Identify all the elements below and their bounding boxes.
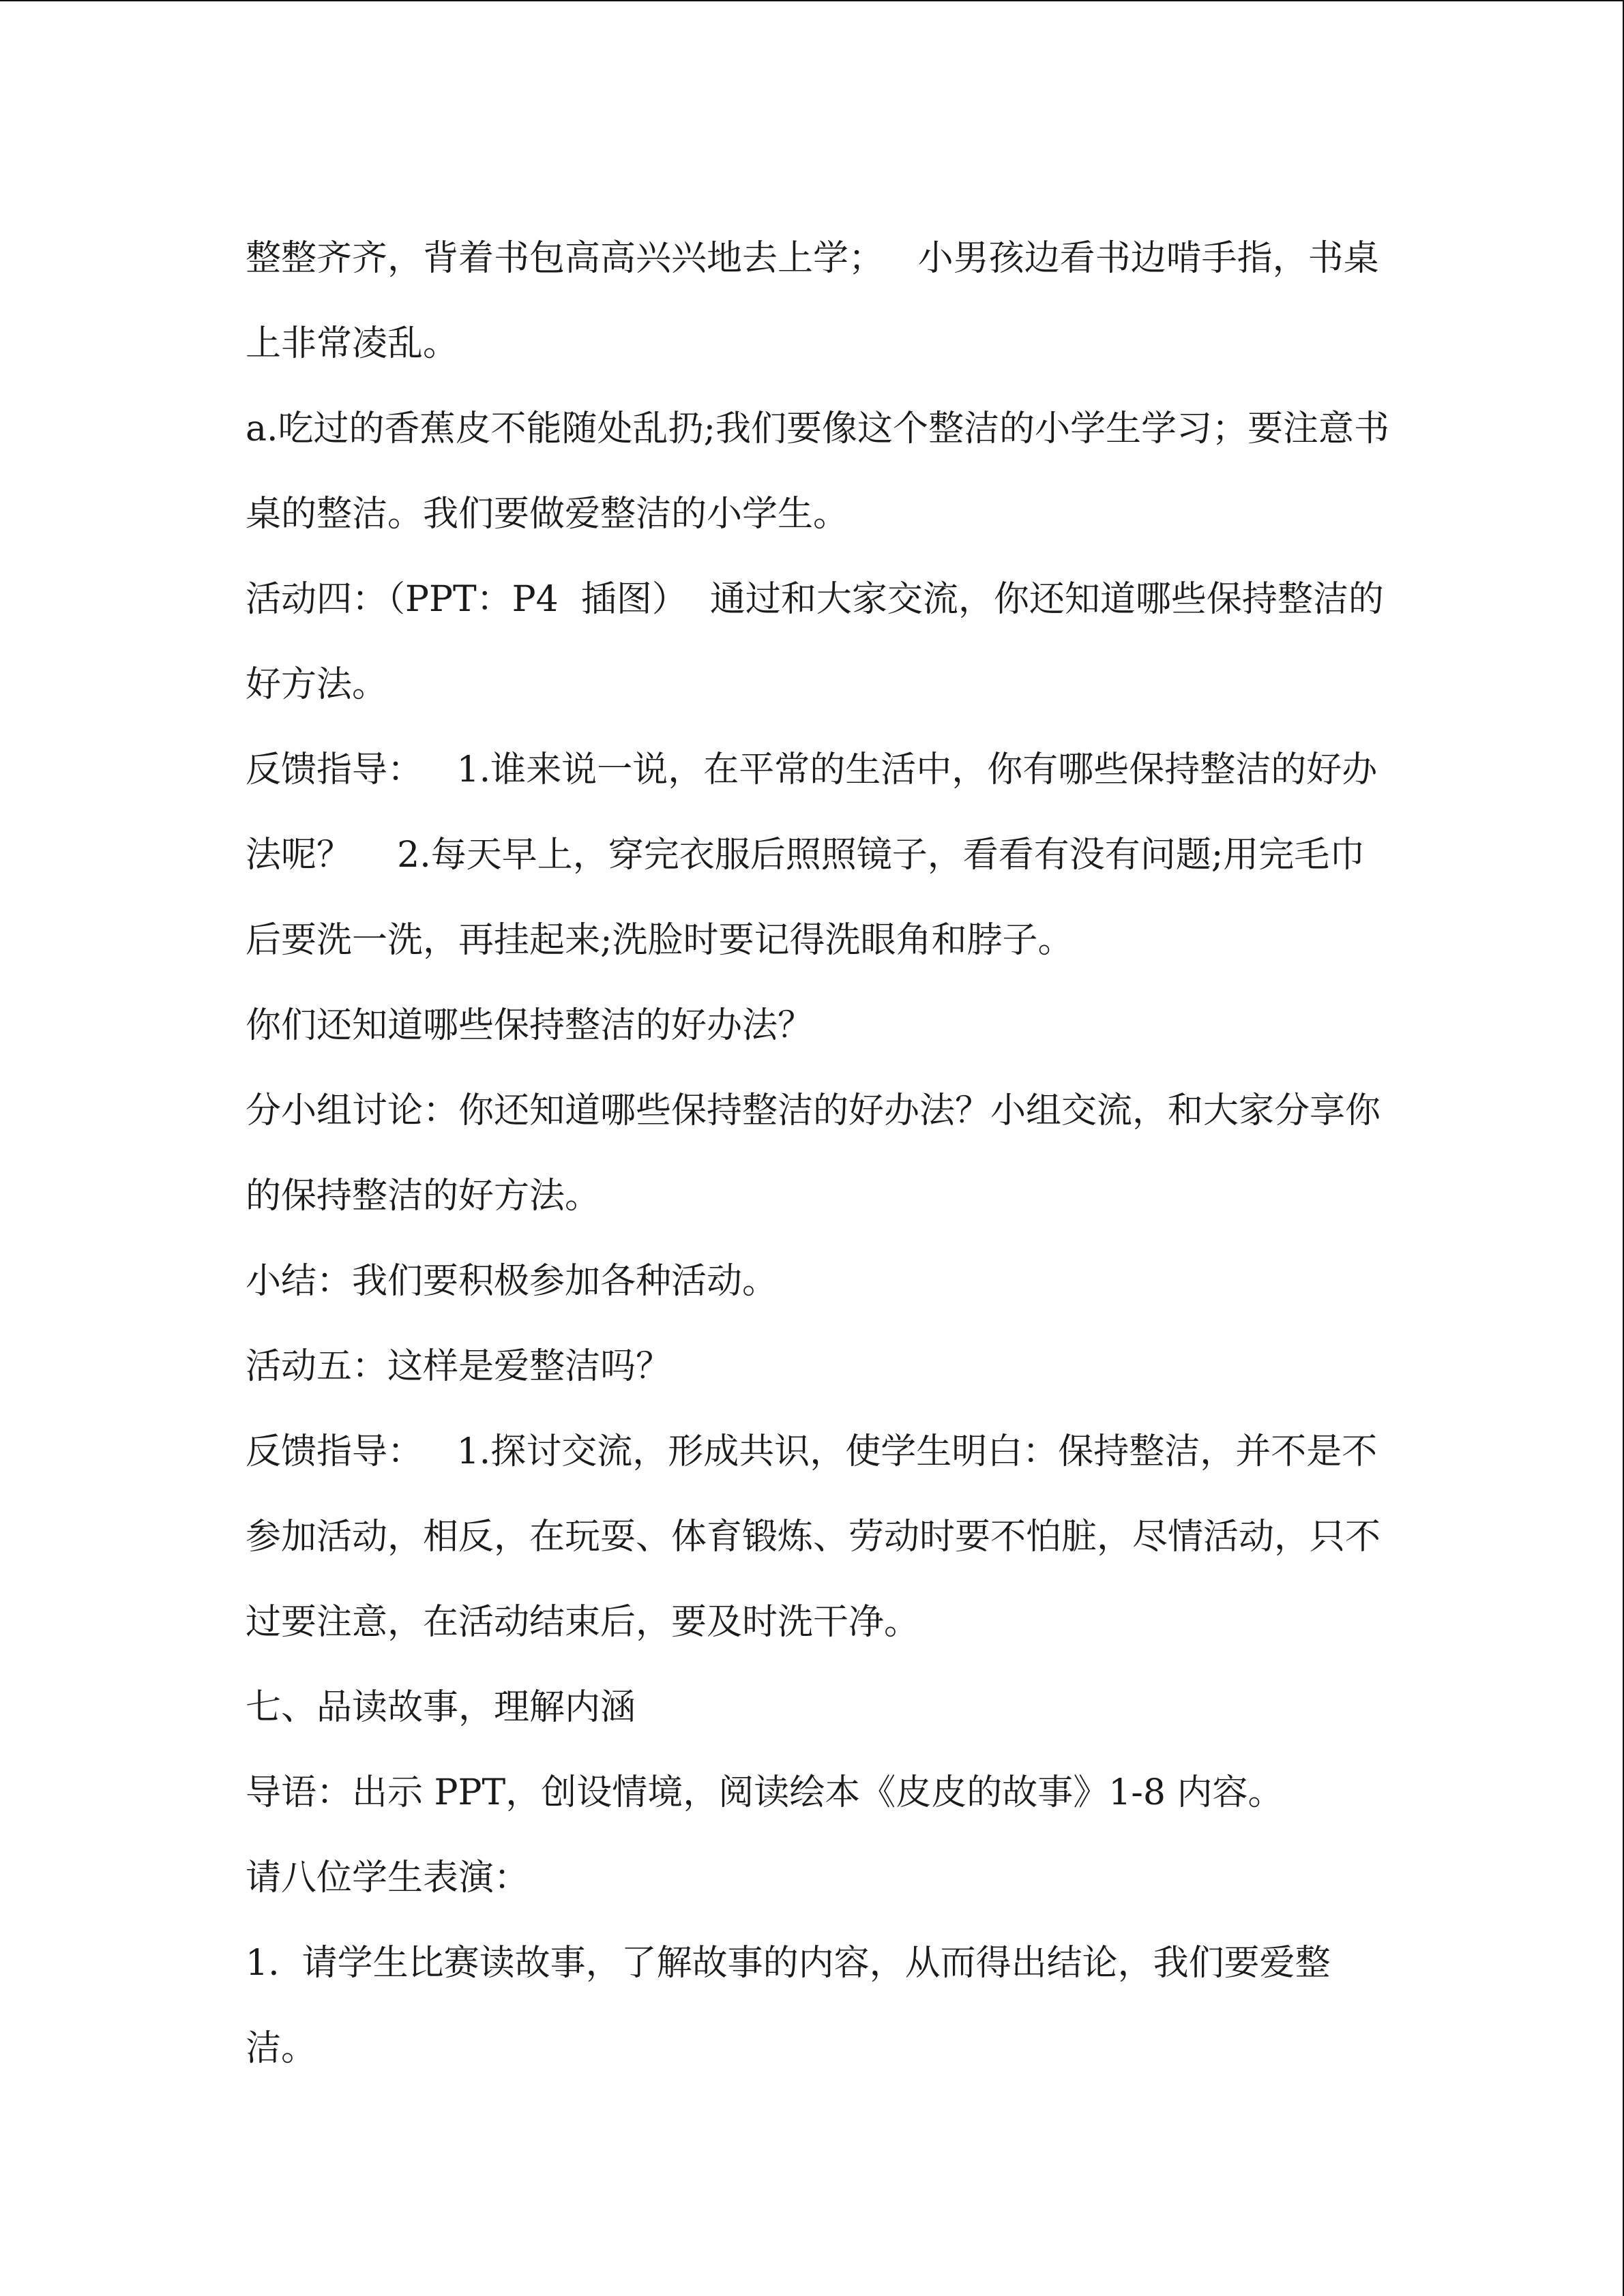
paragraph-activity-five: 活动五：这样是爱整洁吗？ [246, 1346, 672, 1387]
paragraph-recap-tidy-student: 整整齐齐，背着书包高高兴兴地去上学； 小男孩边看书边啃手指，书桌上非常凌乱。 [246, 238, 1379, 364]
paragraph-performers: 请八位学生表演： [246, 1858, 530, 1898]
paragraph-lesson-a: a.吃过的香蕉皮不能随处乱扔;我们要像这个整洁的小学生学习；要注意书桌的整洁。我们要做爱整洁的小学生。 [246, 408, 1390, 535]
paragraph-activity-four: 活动四：（PPT：P4 插图） 通过和大家交流，你还知道哪些保持整洁的好方法。 [246, 579, 1384, 705]
paragraph-reading-contest: 1. 请学生比赛读故事，了解故事的内容，从而得出结论，我们要爱整洁。 [246, 1943, 1331, 2069]
paragraph-feedback-one: 反馈指导： 1.谁来说一说，在平常的生活中，你有哪些保持整洁的好办法呢？ 2.每天早上，穿完衣服后照照镜子，看看有没有问题;用完毛巾后要洗一洗，再挂起来;洗脸时要记得洗眼角和脖子。 [246, 749, 1378, 961]
paragraph-group-discussion: 分小组讨论：你还知道哪些保持整洁的好办法？小组交流，和大家分享你的保持整洁的好方法。 [246, 1090, 1381, 1217]
section-heading-seven: 七、品读故事，理解内涵 [246, 1687, 636, 1728]
paragraph-summary: 小结：我们要积极参加各种活动。 [246, 1261, 778, 1302]
document-body [246, 216, 1391, 2091]
paragraph-question: 你们还知道哪些保持整洁的好办法？ [246, 1005, 814, 1046]
paragraph-feedback-two: 反馈指导： 1.探讨交流，形成共识，使学生明白：保持整洁，并不是不参加活动，相反，在玩耍、体育锻炼、劳动时要不怕脏，尽情活动，只不过要注意，在活动结束后，要及时洗干净。 [246, 1431, 1381, 1643]
paragraph-intro: 导语：出示 PPT，创设情境，阅读绘本《皮皮的故事》1-8 内容。 [246, 1772, 1284, 1813]
